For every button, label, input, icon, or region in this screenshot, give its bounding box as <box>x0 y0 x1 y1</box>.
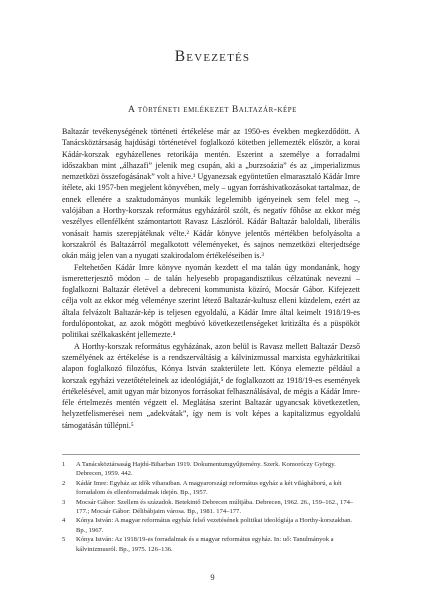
page-number: 9 <box>210 572 215 582</box>
paragraph: A Horthy-korszak református egyházának, azon belül is Ravasz mellett Baltazár Dezső személyének az értékelése is a rendszerváltásig a kálvinizmussal marxista egyházkritikai alapon foglalkozó filozófus, Kónya István szakterülete lett. Kónya elemezte például a korszak egyházi vezetőtételeinek az ideológiáját,⁵ de foglalkozott az 1918/19-es események értékelésével, amit ugyan már bizonyos forrásokat felhasználásával, de mégis a Kádár Imre-féle értelmezés mentén végzett el. Meglátása szerint Baltazár ugyancsak következetlen, helyzetfelismerései nem „adekvátak”, így nem is volt képes a kapitalizmus egyoldalú támogatásán túllépni.⁵ <box>62 341 360 430</box>
footnote <box>62 479 360 498</box>
footnote-number: 1 <box>62 461 66 468</box>
footnote-number: 4 <box>62 517 66 525</box>
body-text <box>62 126 360 431</box>
footnote-number: 2 <box>62 479 66 487</box>
footnote-text: Kádár Imre: Egyház az idők viharaiban. A magyarországi református egyház a két világháború, a két forradalom és ellenforradalmak idején. Bp., 1957. <box>76 479 342 497</box>
footnote <box>62 460 360 479</box>
footnotes <box>62 460 360 554</box>
footnote-divider <box>62 454 360 455</box>
footnote-number: 5 <box>62 536 66 544</box>
footnote <box>62 498 360 517</box>
footnote-number: 3 <box>62 498 66 506</box>
footnote <box>62 535 360 554</box>
paragraph: Baltazár tevékenységének történeti értékelése már az 1950-es években megkezdődött. A Tanácsköztársaság hajdúsági történetével foglalkozó kötetben jellemezték először, a korai Kádár-korszak egyházellenes retorikája mentén. Eszerint a személye a forradalmi időszakban mint „álhazafi” jelenik meg csupán, aki a „burzsoázia” és az „imperializmus nemzetközi összefogásának” volt a híve.¹ Ugyanezsak egyöntetűen elmarasztaló Kádár Imre ítélete, aki 1957-ben megjelent könyvében, mely – ugyan forráshivatkozásokat tartalmaz, de ennek ellenére a szaktudományos munkák legelemibb igényeinek sem felel meg –, valójában a Horthy-korszak református egyházáról szólt, és negatív főhőse az ekkor még veszélyes ellenfélként számontartott Ravasz Lászlóról. Kádár Baltazár baloldali, liberális vonásait hamis szerepjátéknak vélte.² Kádár könyve jelentős mértékben befolyásolta a korszakról és Baltazárról megalkotott véleményeket, és sajnos nemzetközi elterjedtsége okán máig jelen van a nyugati szakirodalom értékeléseiben is.³ <box>62 127 360 261</box>
footnote-text: Kónya István: Az 1918/19-es forradalmak és a magyar református egyház. In: uő: Tanulmányok a kálvinizmusról. Bp., 1975. 126–136. <box>76 536 334 553</box>
footnote-text: A Tanácsköztársaság Hajdú-Biharban 1919. Dokumentumgyűjtemény. Szerk. Komoróczy György. Debrecen, 1959. 442. <box>76 461 336 478</box>
footnote-text: Kónya István: A magyar református egyház felső vezetésének politikai ideológiája a Horthy-korszakban. Bp., 1967. <box>76 517 353 534</box>
footnote-text: Mocsár Gábor: Szellem és századok. Betekintő Debrecen múltjába. Debrecen, 1962. 26., 159–162., 174–177.; Mocsár Gábor: Délibábjaim városa. Bp., 1981. 174–177. <box>76 498 354 516</box>
chapter-title: Bevezetés <box>174 48 251 65</box>
section-title: A történeti emlékezet Baltazár-képe <box>128 104 297 115</box>
paragraph: Feltehetően Kádár Imre könyve nyomán kezdett el ma talán úgy mondanánk, hogy ismeretterjesztő módon – de talán helyesebb propagandisztikus célzatúnak nevezni – foglalkozni Baltazár életével a debreceni kommunista közíró, Mocsár Gábor. Kifejezett célja volt az ekkor még véleménye szerint létező Baltazár-kultusz elleni küzdelem, ezért az általa felvázolt Baltazár-kép is teljesen egyoldalú, a Kádár Imre által keimelt 1918/19-es fordulópontokat, az azok mögött megbúvó következetlenségeket kritizálta és a püspököt politikai szélkakasként jellemezte.⁴ <box>62 262 360 340</box>
footnote <box>62 516 360 535</box>
